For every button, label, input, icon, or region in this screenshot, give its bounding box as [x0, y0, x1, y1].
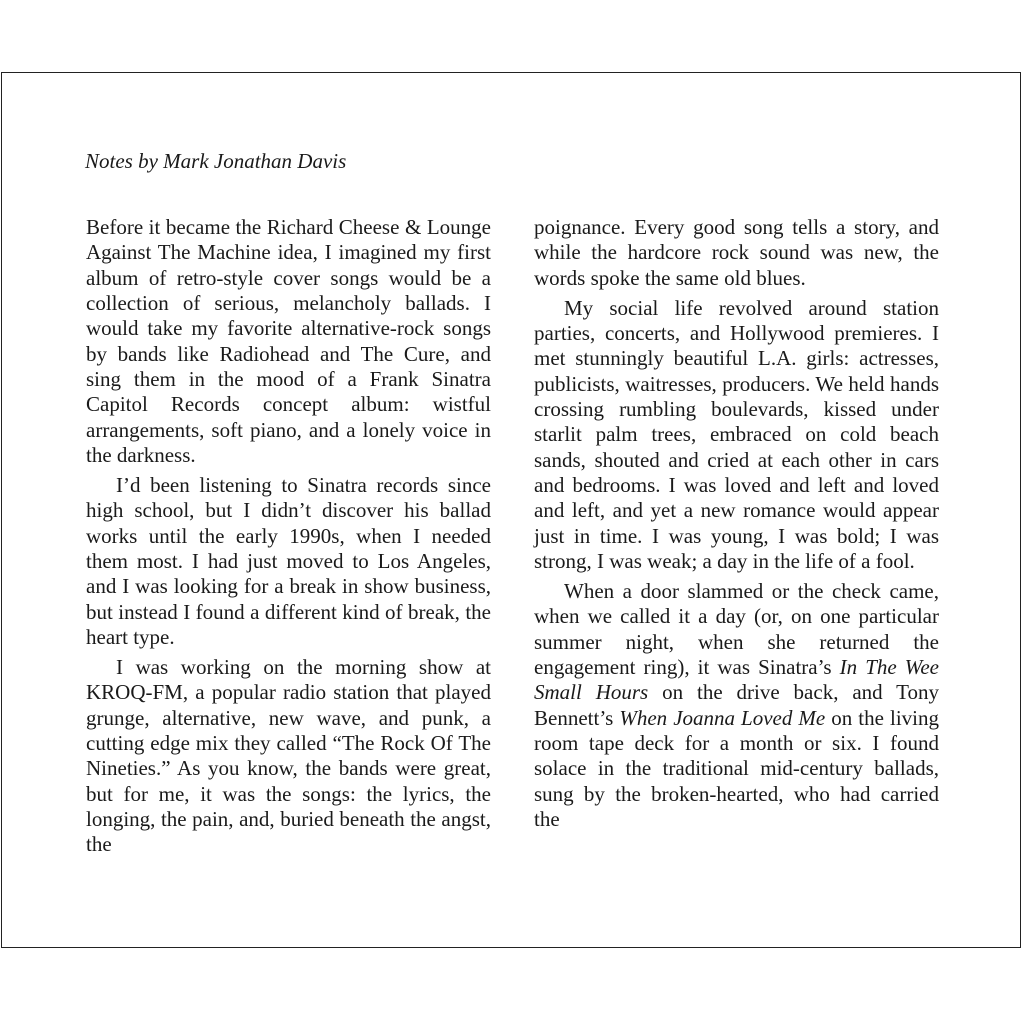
paragraph	[534, 579, 939, 832]
paragraph: I’d been listening to Sinatra records since high school, but I didn’t discover his ballad works until the early 1990s, when I needed them most. I had just moved to Los Angeles, and I was looking for a break in show business, but instead I found a different kind of break, the heart type.	[86, 472, 491, 649]
album-title: In The Wee Small Hours	[534, 654, 940, 705]
text-run: on the drive back, and Tony Bennett’s	[534, 680, 939, 730]
byline: Notes by Mark Jonathan Davis	[85, 149, 347, 173]
paragraph: My social life revolved around station parties, concerts, and Hollywood premieres. I met stunningly beautiful L.A. girls: actresses, publicists, waitresses, producers. We held hands crossing rumbling boulevards, kissed under starlit palm trees, embraced on cold beach sands, shouted and cried at each other in cars and bedrooms. I was loved and left and loved and left, and yet a new romance would appear just in time. I was young, I was bold; I was strong, I was weak; a day in the life of a fool.	[534, 295, 939, 573]
right-column	[534, 215, 939, 837]
text-run: on the living room tape deck for a month or six. I found solace in the traditional mid-century ballads, sung by the broken-hearted, who had carried the	[534, 705, 939, 831]
album-title: When Joanna Loved Me	[619, 705, 826, 730]
text-run: When a door slammed or the check came, when we called it a day (or, on one particular summer night, when she returned the engagement ring), it was Sinatra’s	[534, 578, 939, 679]
paragraph: Before it became the Richard Cheese & Lounge Against The Machine idea, I imagined my first album of retro-style cover songs would be a collection of serious, melancholy ballads. I would take my favorite alternative-rock songs by bands like Radiohead and The Cure, and sing them in the mood of a Frank Sinatra Capitol Records concept album: wistful arrangements, soft piano, and a lonely voice in the darkness.	[86, 215, 491, 468]
paragraph: poignance. Every good song tells a story, and while the hardcore rock sound was new, the words spoke the same old blues.	[534, 215, 939, 290]
left-column	[86, 215, 491, 862]
paragraph: I was working on the morning show at KROQ-FM, a popular radio station that played grunge, alternative, new wave, and punk, a cutting edge mix they called “The Rock Of The Nineties.” As you know, the bands were great, but for me, it was the songs: the lyrics, the longing, the pain, and, buried beneath the angst, the	[86, 654, 491, 857]
